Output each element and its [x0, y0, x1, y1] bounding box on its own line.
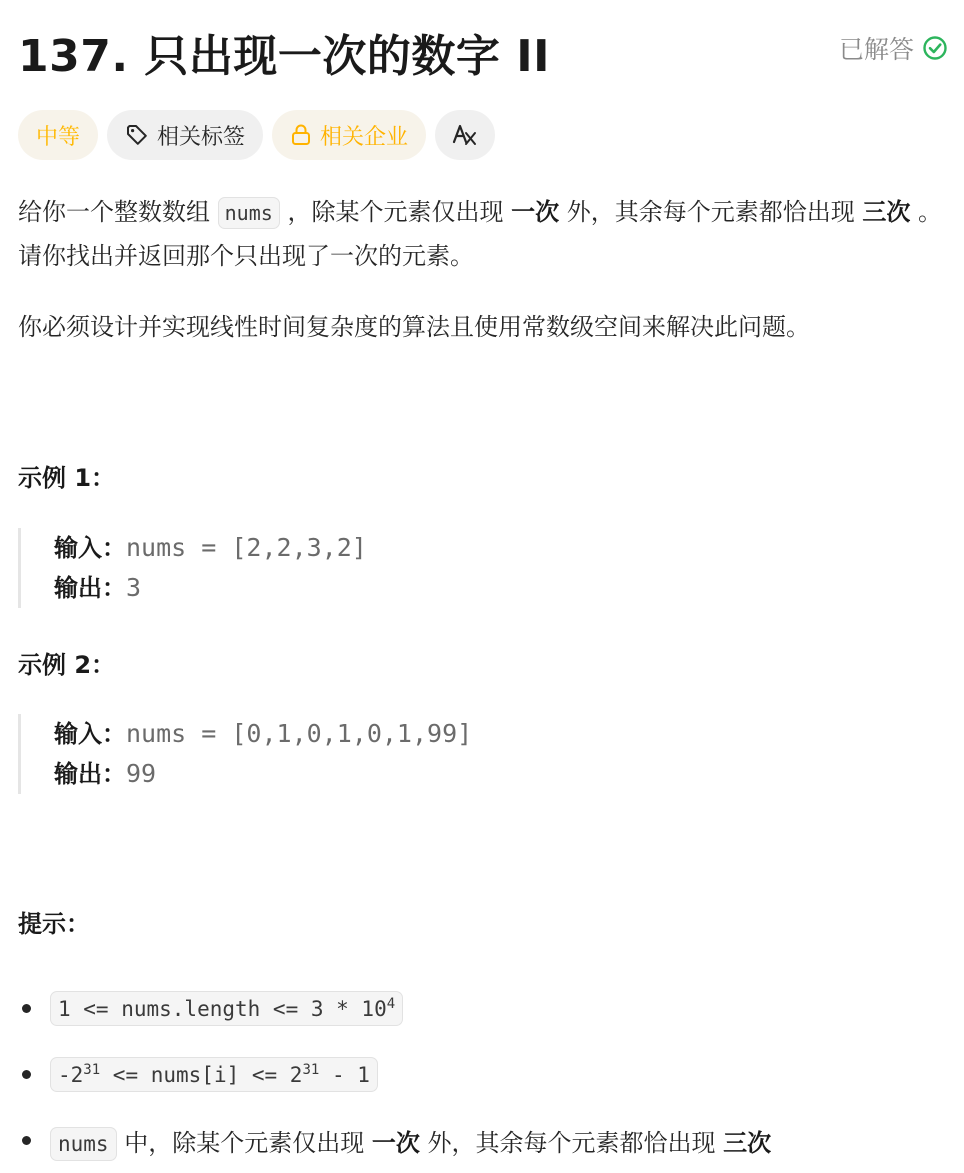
difficulty-label: 中等	[36, 124, 81, 150]
bullet-icon	[22, 1136, 31, 1145]
related-companies-button[interactable]	[272, 110, 426, 160]
translate-icon	[451, 122, 479, 148]
example-input-row	[54, 528, 367, 568]
example-output-row	[54, 754, 472, 794]
related-tags-button[interactable]	[107, 110, 263, 160]
emphasis-three-times: 三次	[862, 198, 911, 226]
example-1-block	[18, 528, 367, 608]
input-label: 输入：	[54, 534, 126, 562]
related-tags-label: 相关标签	[157, 124, 246, 150]
description-paragraph-1	[18, 191, 946, 278]
constraints-list	[18, 975, 946, 1173]
solved-status-label: 已解答	[838, 35, 914, 64]
input-value: nums = [2,2,3,2]	[126, 533, 367, 562]
constraint-exponent: 4	[386, 995, 396, 1012]
emphasis-three-times: 三次	[723, 1128, 772, 1157]
output-value: 3	[126, 573, 142, 602]
description-text: 给你一个整数数组	[18, 198, 218, 226]
lock-icon	[290, 123, 312, 147]
related-companies-label: 相关企业	[320, 124, 409, 150]
constraint-exponent: 31	[302, 1061, 320, 1078]
difficulty-badge[interactable]	[18, 110, 98, 160]
constraint-text: <= nums[i] <= 2	[100, 1062, 303, 1087]
list-item	[18, 975, 946, 1041]
list-item	[18, 1041, 946, 1107]
example-2-block	[18, 714, 472, 794]
inline-code-nums: nums	[50, 1127, 117, 1161]
output-label: 输出：	[54, 760, 126, 788]
constraint-text: -2	[58, 1062, 84, 1087]
example-output-row	[54, 568, 367, 608]
problem-title[interactable]: 137. 只出现一次的数字 II	[18, 31, 550, 82]
solved-status	[839, 30, 948, 66]
tag-icon	[125, 123, 149, 147]
constraints-heading: 提示：	[18, 910, 90, 938]
constraint-text: 1 <= nums.length <= 3 * 10	[58, 996, 387, 1021]
emphasis-once: 一次	[371, 1128, 420, 1157]
inline-code-nums: nums	[218, 197, 280, 229]
example-input-row	[54, 714, 472, 754]
example-1-heading: 示例 1：	[18, 464, 116, 492]
output-value: 99	[126, 759, 157, 788]
constraint-text: 外，其余每个元素都恰出现	[419, 1128, 724, 1157]
example-2-heading: 示例 2：	[18, 651, 116, 679]
constraint-text: - 1	[319, 1062, 370, 1087]
constraint-code	[50, 991, 403, 1026]
emphasis-once: 一次	[511, 198, 560, 226]
output-label: 输出：	[54, 574, 126, 602]
description-text: 。请你找出并返回那个只出现了一次的元素。	[18, 198, 942, 270]
description-text: ，除某个元素仅出现	[279, 198, 512, 226]
description-text: 外，其余每个元素都恰出现	[559, 198, 863, 226]
constraint-sentence	[50, 1123, 771, 1158]
input-value: nums = [0,1,0,1,0,1,99]	[126, 719, 473, 748]
check-circle-icon	[922, 35, 948, 61]
bullet-icon	[22, 1070, 31, 1079]
list-item	[18, 1107, 946, 1173]
description-paragraph-2: 你必须设计并实现线性时间复杂度的算法且使用常数级空间来解决此问题。	[18, 313, 810, 341]
constraint-text: 中，除某个元素仅出现	[116, 1128, 372, 1157]
translate-button[interactable]	[435, 110, 495, 160]
constraint-code	[50, 1057, 378, 1092]
bullet-icon	[22, 1004, 31, 1013]
constraint-exponent: 31	[83, 1061, 101, 1078]
tag-bar	[18, 110, 495, 160]
input-label: 输入：	[54, 720, 126, 748]
